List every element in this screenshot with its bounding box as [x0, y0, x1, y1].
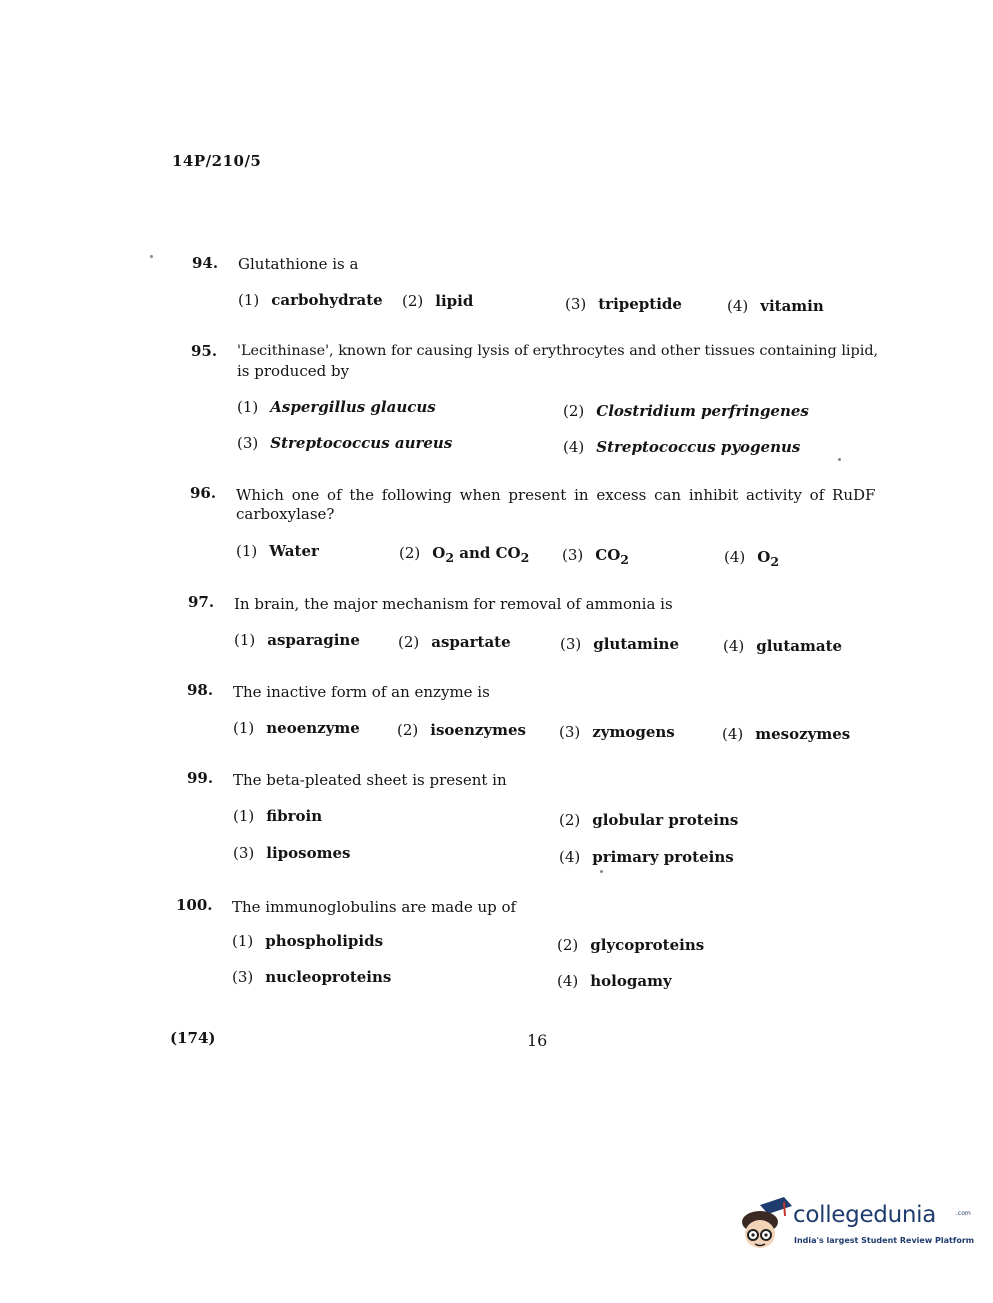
question-number: 98. [187, 681, 214, 699]
option [232, 968, 391, 986]
option [563, 402, 809, 420]
option-text: liposomes [266, 844, 351, 862]
option [724, 548, 779, 569]
scan-speck [600, 870, 603, 873]
option-text: hologamy [590, 972, 672, 990]
option-text: nucleoproteins [265, 968, 392, 986]
option-text: lipid [435, 292, 474, 310]
option-number: (1) [234, 631, 256, 649]
option-number: (3) [559, 723, 581, 741]
booklet-number: (174) [170, 1029, 216, 1047]
scan-speck [150, 255, 153, 258]
option [233, 719, 360, 737]
option-number: (2) [563, 402, 585, 420]
option-number: (3) [237, 434, 259, 452]
option-text: Water [269, 542, 319, 560]
question-text: Glutathione is a [238, 255, 359, 273]
question-text: In brain, the major mechanism for removal of ammonia is [234, 595, 673, 613]
option [559, 723, 675, 741]
option-number: (1) [233, 719, 255, 737]
option-text: Clostridium perfringenes [596, 402, 809, 420]
collegedunia-logo [738, 1196, 975, 1258]
option [397, 721, 526, 739]
option-number: (2) [399, 544, 421, 562]
option-text: vitamin [760, 297, 824, 315]
option-text: $O_2$ and $CO_2$ [432, 544, 530, 565]
mascot-icon [738, 1196, 794, 1258]
question-text: Which one of the following when present in excess can inhibit activity of RuDF [236, 486, 876, 504]
option [563, 438, 800, 456]
option-text: Streptococcus aureus [270, 434, 453, 452]
option-text: glutamate [756, 637, 843, 655]
option [234, 631, 360, 649]
question-text: The inactive form of an enzyme is [233, 683, 490, 701]
option-text: phospholipids [265, 932, 384, 950]
option [562, 546, 629, 567]
option-text: aspartate [431, 633, 511, 651]
option [237, 398, 436, 416]
option [232, 932, 383, 950]
question-text: The immunoglobulins are made up of [232, 898, 517, 916]
option-number: (3) [233, 844, 255, 862]
question-number: 96. [190, 484, 217, 502]
option [565, 295, 682, 313]
option [722, 725, 850, 743]
paper-code: 14P/210/5 [172, 152, 262, 170]
scan-speck [838, 458, 841, 461]
option-number: (3) [562, 546, 584, 564]
option [236, 542, 319, 560]
question-text: carboxylase? [236, 505, 335, 523]
question-text: 'Lecithinase', known for causing lysis of erythrocytes and other tissues containing lipid, [237, 343, 879, 359]
page-number: 16 [527, 1031, 548, 1050]
option-number: (3) [232, 968, 254, 986]
option-text: primary proteins [592, 848, 734, 866]
option [233, 807, 322, 825]
option [402, 292, 473, 310]
question-number: 95. [191, 342, 218, 360]
option-number: (1) [233, 807, 255, 825]
option-text: fibroin [266, 807, 323, 825]
option-text: Aspergillus glaucus [270, 398, 436, 416]
option-number: (4) [723, 637, 745, 655]
option-number: (2) [398, 633, 420, 651]
option-text: Streptococcus pyogenus [596, 438, 801, 456]
option-number: (4) [557, 972, 579, 990]
option-text: zymogens [592, 723, 675, 741]
option-text: tripeptide [598, 295, 682, 313]
option-number: (4) [563, 438, 585, 456]
option-text: neoenzyme [266, 719, 360, 737]
option [557, 936, 704, 954]
option-number: (2) [397, 721, 419, 739]
option-text: glycoproteins [590, 936, 705, 954]
brand-name: collegedunia [793, 1202, 937, 1228]
option-number: (2) [557, 936, 579, 954]
option-number: (1) [238, 291, 260, 309]
option-number: (4) [559, 848, 581, 866]
question-number: 94. [192, 254, 219, 272]
option [723, 637, 842, 655]
option-text: isoenzymes [430, 721, 526, 739]
option-number: (2) [559, 811, 581, 829]
option [560, 635, 679, 653]
option-number: (4) [727, 297, 749, 315]
option-number: (4) [722, 725, 744, 743]
option [398, 633, 511, 651]
option [559, 811, 738, 829]
option [727, 297, 824, 315]
option [237, 434, 452, 452]
option-number: (3) [560, 635, 582, 653]
option-number: (1) [232, 932, 254, 950]
option-number: (4) [724, 548, 746, 566]
option-number: (1) [236, 542, 258, 560]
question-number: 99. [187, 769, 214, 787]
option-text: carbohydrate [271, 291, 383, 309]
option-text: $CO_2$ [595, 546, 629, 567]
question-number: 97. [188, 593, 215, 611]
option-number: (2) [402, 292, 424, 310]
option [238, 291, 383, 309]
brand-tagline: India's largest Student Review Platform [794, 1236, 975, 1245]
option [559, 848, 734, 866]
option-number: (3) [565, 295, 587, 313]
option-text: $O_2$ [757, 548, 780, 569]
option [399, 544, 529, 565]
option-text: asparagine [267, 631, 360, 649]
question-number: 100. [176, 896, 213, 914]
question-text: is produced by [237, 362, 350, 380]
option-number: (1) [237, 398, 259, 416]
option-text: glutamine [593, 635, 680, 653]
option-text: globular proteins [592, 811, 739, 829]
option [233, 844, 350, 862]
option-text: mesozymes [755, 725, 851, 743]
brand-domain: .com [956, 1210, 971, 1217]
question-text: The beta-pleated sheet is present in [233, 771, 507, 789]
option [557, 972, 672, 990]
